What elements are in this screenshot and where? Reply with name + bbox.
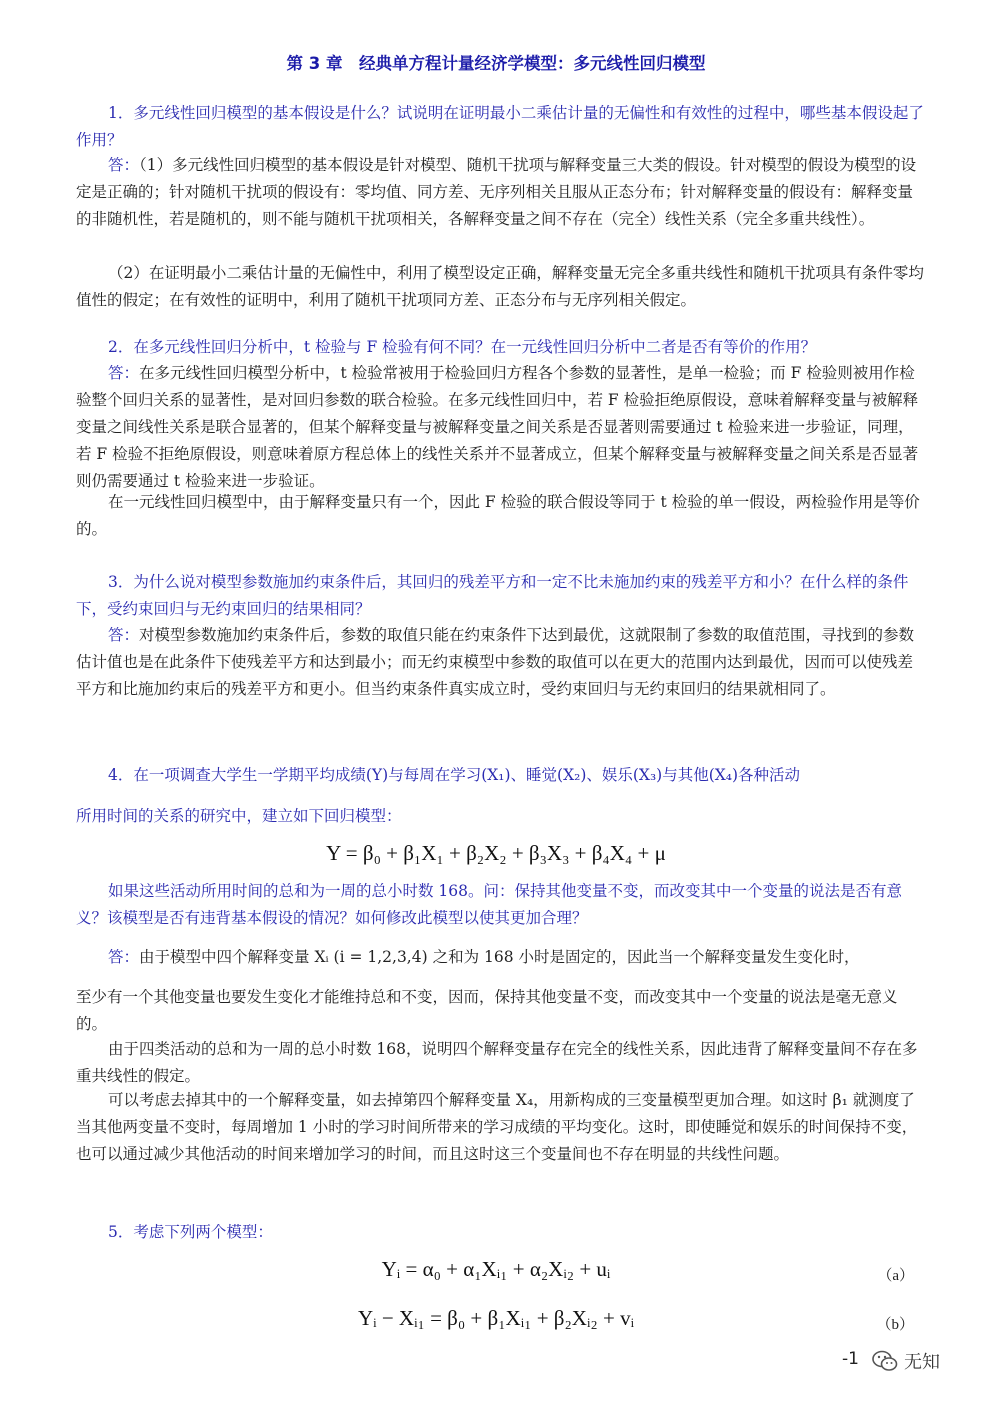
question-1: 1．多元线性回归模型的基本假设是什么？试说明在证明最小二乘估计量的无偏性和有效性的过程中，哪些基本假设起了作用？ <box>76 104 924 149</box>
equation-5b-label: （b） <box>876 1317 914 1333</box>
answer-3-p1-text: 对模型参数施加约束条件后，参数的取值只能在约束条件下达到最优，这就限制了参数的取值范围，寻找到的参数估计值也是在此条件下使残差平方和达到最小；而无约束模型中参数的取值可以在更大的范围内达到最优，因而可以使残差平方和比施加约束后的残差平方和更小。但当约束条件真实成立时，受约束回归与无约束回归的结果就相同了。 <box>76 626 915 698</box>
answer-3-p1 <box>76 622 924 703</box>
equation-5a: Yᵢ = α₀ + α₁Xᵢ₁ + α₂Xᵢ₂ + uᵢ <box>381 1257 611 1281</box>
equation-4: Y = β₀ + β₁X₁ + β₂X₂ + β₃X₃ + β₄X₄ + μ <box>326 841 666 865</box>
answer-4-p1b: 至少有一个其他变量也要发生变化才能维持总和不变，因而，保持其他变量不变，而改变其中一个变量的说法是毫无意义的。 <box>76 988 898 1033</box>
watermark-text: 无知 <box>904 1352 940 1373</box>
answer-4-p2: 由于四类活动的总和为一周的总小时数 168，说明四个解释变量存在完全的线性关系，因此违背了解释变量间不存在多重共线性的假定。 <box>76 1040 918 1085</box>
answer-lead: 答： <box>108 626 140 644</box>
answer-lead: 答： <box>108 364 140 382</box>
answer-1-p2: （2）在证明最小二乘估计量的无偏性中，利用了模型设定正确，解释变量无完全多重共线性和随机干扰项具有条件零均值性的假定；在有效性的证明中，利用了随机干扰项同方差、正态分布与无序列相关假定。 <box>76 264 924 309</box>
answer-1-p1-text: （1）多元线性回归模型的基本假设是针对模型、随机干扰项与解释变量三大类的假设。针对模型的假设为模型的设定是正确的；针对随机干扰项的假设有：零均值、同方差、无序列相关且服从正态分布；针对解释变量的假设有：解释变量的非随机性，若是随机的，则不能与随机干扰项相关，各解释变量之间不存在（完全）线性关系（完全多重共线性）。 <box>76 156 917 228</box>
answer-4-p1a-text: 由于模型中四个解释变量 Xᵢ (i = 1,2,3,4) 之和为 168 小时是固定的，因此当一个解释变量发生变化时， <box>139 948 860 966</box>
question-2: 2．在多元线性回归分析中，t 检验与 F 检验有何不同？在一元线性回归分析中二者是否有等价的作用？ <box>108 338 817 356</box>
answer-lead: 答： <box>108 156 140 174</box>
answer-4-p3: 可以考虑去掉其中的一个解释变量，如去掉第四个解释变量 X₄，用新构成的三变量模型更加合理。如这时 β₁ 就测度了当其他两变量不变时，每周增加 1 小时的学习时间所带来的学习成绩的平均变化。这时，即使睡觉和娱乐的时间保持不变，也可以通过减少其他活动的时间来增加学习的时间，而且这时这三个变量间也不存在明显的共线性问题。 <box>76 1091 918 1163</box>
equation-5a-label: （a） <box>877 1268 914 1284</box>
question-3: 3．为什么说对模型参数施加约束条件后，其回归的残差平方和一定不比未施加约束的残差平方和小？在什么样的条件下，受约束回归与无约束回归的结果相同？ <box>76 573 909 618</box>
answer-1-p1 <box>76 152 924 233</box>
answer-2-p2: 在一元线性回归模型中，由于解释变量只有一个，因此 F 检验的联合假设等同于 t 检验的单一假设，两检验作用是等价的。 <box>76 493 920 538</box>
chapter-title: 第 3 章 经典单方程计量经济学模型：多元线性回归模型 <box>286 54 706 73</box>
page-number: -1 <box>842 1349 859 1369</box>
answer-2-p1-text: 在多元线性回归模型分析中，t 检验常被用于检验回归方程各个参数的显著性，是单一检验；而 F 检验则被用作检验整个回归关系的显著性，是对回归参数的联合检验。在多元线性回归中，若 F 检验拒绝原假设，意味着解释变量与被解释变量之间线性关系是联合显著的，但某个解释变量与被解释变量之间关系是否显著则需要通过 t 检验来进一步验证，同理，若 F 检验不拒绝原假设，则意味着原方程总体上的线性关系并不显著成立，但某个解释变量与被解释变量之间关系是否显著则仍需要通过 t 检验来进一步验证。 <box>76 364 919 490</box>
wechat-icon <box>872 1349 898 1373</box>
answer-2-p1 <box>76 360 924 495</box>
question-5: 5．考虑下列两个模型： <box>108 1223 273 1241</box>
question-4-line2: 所用时间的关系的研究中，建立如下回归模型： <box>76 807 402 825</box>
watermark <box>868 1346 944 1376</box>
equation-5b: Yᵢ − Xᵢ₁ = β₀ + β₁Xᵢ₁ + β₂Xᵢ₂ + vᵢ <box>357 1306 635 1330</box>
answer-lead: 答： <box>108 948 140 966</box>
question-4-p2: 如果这些活动所用时间的总和为一周的总小时数 168。问：保持其他变量不变，而改变其中一个变量的说法是否有意义？该模型是否有违背基本假设的情况？如何修改此模型以使其更加合理？ <box>76 882 903 927</box>
question-4-line1: 4．在一项调查大学生一学期平均成绩(Y)与每周在学习(X₁)、睡觉(X₂)、娱乐(X₃)与其他(X₄)各种活动 <box>108 766 801 784</box>
answer-4-p1a <box>76 944 924 971</box>
